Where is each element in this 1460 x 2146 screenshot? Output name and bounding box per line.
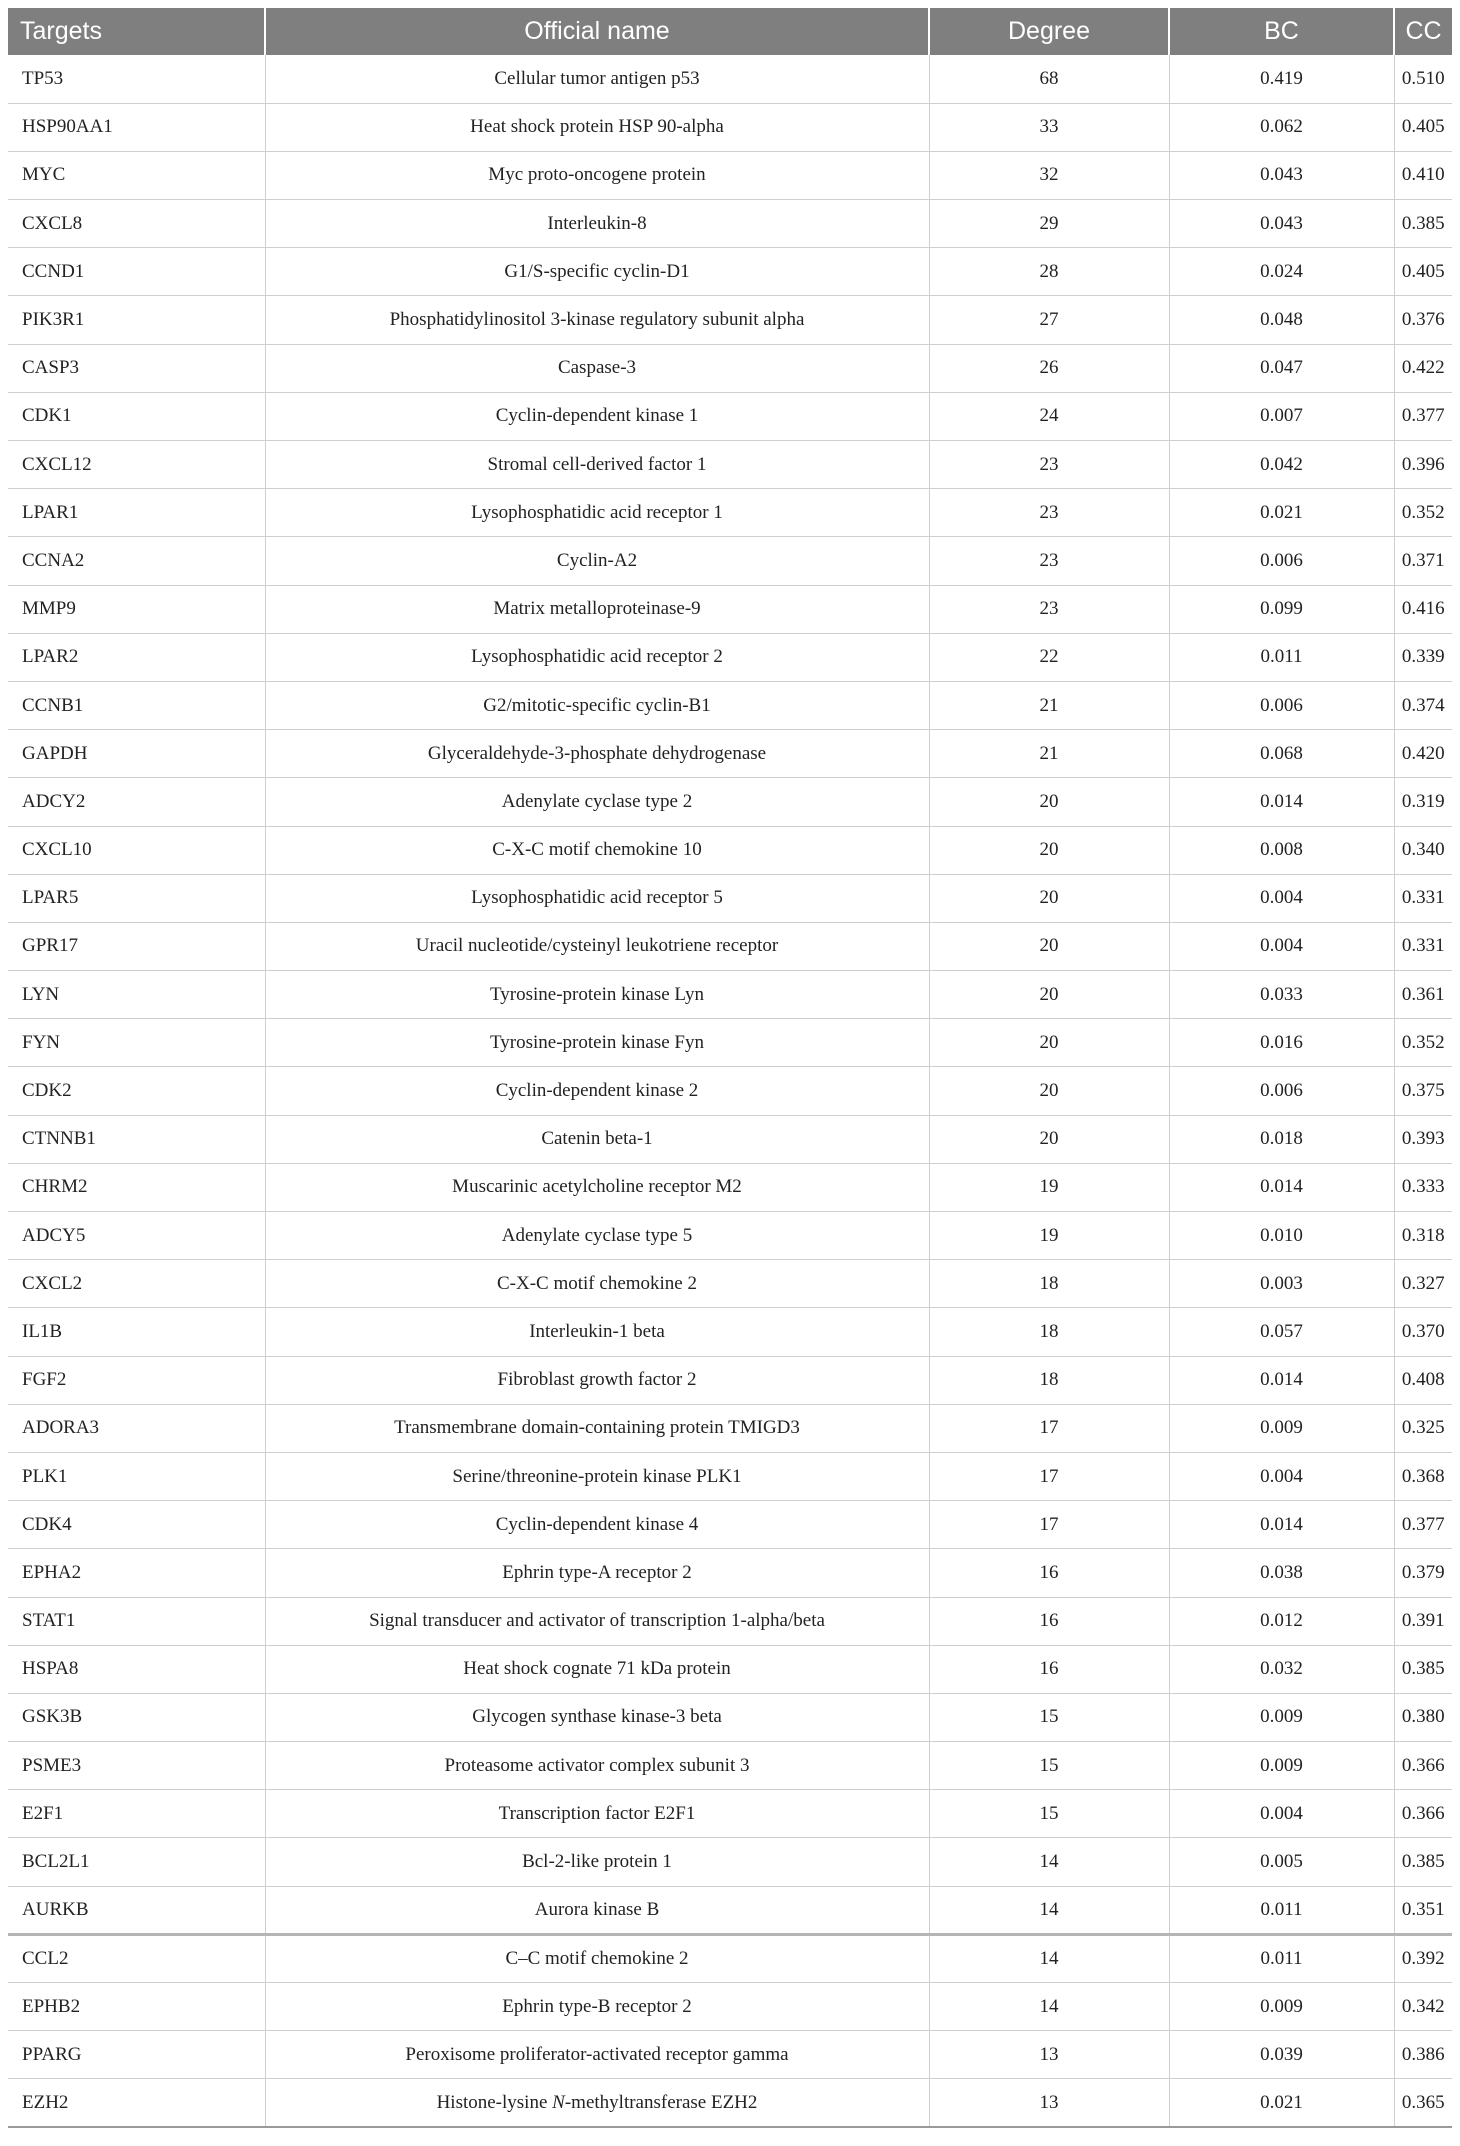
cell-degree: 13 bbox=[929, 2031, 1169, 2079]
cell-target: MMP9 bbox=[8, 585, 265, 633]
cell-degree: 19 bbox=[929, 1163, 1169, 1211]
cell-official-name: C-X-C motif chemokine 2 bbox=[265, 1260, 929, 1308]
table-row bbox=[8, 1163, 1452, 1211]
cell-target: CASP3 bbox=[8, 344, 265, 392]
cell-cc: 0.422 bbox=[1401, 357, 1445, 379]
header-targets: Targets bbox=[8, 8, 265, 55]
header-row bbox=[8, 8, 1452, 55]
cell-degree: 23 bbox=[929, 489, 1169, 537]
cell-degree: 24 bbox=[929, 392, 1169, 440]
cell-official-name: Lysophosphatidic acid receptor 2 bbox=[265, 633, 929, 681]
cell-official-name: Bcl-2-like protein 1 bbox=[265, 1838, 929, 1886]
cell-bc: 0.033 bbox=[1169, 971, 1394, 1019]
cell-target: EPHA2 bbox=[8, 1549, 265, 1597]
cell-target: CXCL10 bbox=[8, 826, 265, 874]
cell-official-name: Ephrin type-A receptor 2 bbox=[265, 1549, 929, 1597]
table-row bbox=[8, 778, 1452, 826]
cell-cc: 0.318 bbox=[1401, 1224, 1445, 1246]
table-row bbox=[8, 1742, 1452, 1790]
cell-official-name: Stromal cell-derived factor 1 bbox=[265, 441, 929, 489]
cell-degree: 13 bbox=[929, 2079, 1169, 2127]
cell-target: PPARG bbox=[8, 2031, 265, 2079]
cell-bc: 0.043 bbox=[1169, 151, 1394, 199]
cell-official-name: Transcription factor E2F1 bbox=[265, 1790, 929, 1838]
cell-target: LPAR5 bbox=[8, 874, 265, 922]
cell-degree: 23 bbox=[929, 441, 1169, 489]
cell-bc: 0.011 bbox=[1169, 1934, 1394, 1982]
table-row bbox=[8, 1983, 1452, 2031]
table-row bbox=[8, 874, 1452, 922]
table-row bbox=[8, 1404, 1452, 1452]
cell-degree: 14 bbox=[929, 1983, 1169, 2031]
cell-target: ADCY5 bbox=[8, 1212, 265, 1260]
cell-degree: 14 bbox=[929, 1838, 1169, 1886]
cell-degree: 20 bbox=[929, 874, 1169, 922]
cell-degree: 16 bbox=[929, 1645, 1169, 1693]
table-row bbox=[8, 1693, 1452, 1741]
cell-official-name: Lysophosphatidic acid receptor 1 bbox=[265, 489, 929, 537]
cell-target: PIK3R1 bbox=[8, 296, 265, 344]
cell-bc: 0.008 bbox=[1169, 826, 1394, 874]
cell-target: MYC bbox=[8, 151, 265, 199]
header-degree: Degree bbox=[929, 8, 1169, 55]
cell-target: ADORA3 bbox=[8, 1404, 265, 1452]
cell-official-name: Heat shock protein HSP 90-alpha bbox=[265, 103, 929, 151]
table-row bbox=[8, 971, 1452, 1019]
table-row bbox=[8, 1212, 1452, 1260]
table-row bbox=[8, 1790, 1452, 1838]
cell-official-name: Tyrosine-protein kinase Lyn bbox=[265, 971, 929, 1019]
cell-cc: 0.366 bbox=[1401, 1754, 1445, 1776]
cell-cc: 0.385 bbox=[1401, 1851, 1445, 1873]
cell-official-name: Interleukin-1 beta bbox=[265, 1308, 929, 1356]
header-official-name: Official name bbox=[265, 8, 929, 55]
cell-official-name: Cyclin-dependent kinase 2 bbox=[265, 1067, 929, 1115]
cell-cc: 0.377 bbox=[1401, 405, 1445, 427]
cell-cc: 0.391 bbox=[1401, 1610, 1445, 1632]
cell-target: E2F1 bbox=[8, 1790, 265, 1838]
cell-bc: 0.009 bbox=[1169, 1693, 1394, 1741]
cell-official-name: Adenylate cyclase type 2 bbox=[265, 778, 929, 826]
cell-degree: 20 bbox=[929, 1115, 1169, 1163]
cell-target: CXCL2 bbox=[8, 1260, 265, 1308]
cell-cc: 0.405 bbox=[1401, 260, 1445, 282]
cell-official-name: Caspase-3 bbox=[265, 344, 929, 392]
cell-cc: 0.385 bbox=[1401, 1658, 1445, 1680]
cell-official-name: Fibroblast growth factor 2 bbox=[265, 1356, 929, 1404]
cell-bc: 0.006 bbox=[1169, 681, 1394, 729]
cell-degree: 29 bbox=[929, 200, 1169, 248]
cell-official-name: Phosphatidylinositol 3-kinase regulatory subunit alpha bbox=[265, 296, 929, 344]
cell-cc: 0.370 bbox=[1401, 1320, 1445, 1342]
table-row bbox=[8, 537, 1452, 585]
cell-degree: 32 bbox=[929, 151, 1169, 199]
cell-official-name: Uracil nucleotide/cysteinyl leukotriene receptor bbox=[265, 922, 929, 970]
cell-target: CCL2 bbox=[8, 1934, 265, 1982]
table-row bbox=[8, 103, 1452, 151]
table-row bbox=[8, 1645, 1452, 1693]
cell-official-name: Interleukin-8 bbox=[265, 200, 929, 248]
cell-bc: 0.003 bbox=[1169, 1260, 1394, 1308]
cell-cc: 0.371 bbox=[1401, 549, 1445, 571]
cell-target: EPHB2 bbox=[8, 1983, 265, 2031]
table-row bbox=[8, 1597, 1452, 1645]
table-row bbox=[8, 730, 1452, 778]
cell-cc: 0.385 bbox=[1401, 212, 1445, 234]
table-row bbox=[8, 1838, 1452, 1886]
header-bc: BC bbox=[1169, 8, 1394, 55]
cell-degree: 14 bbox=[929, 1886, 1169, 1934]
cell-degree: 23 bbox=[929, 585, 1169, 633]
cell-target: FYN bbox=[8, 1019, 265, 1067]
cell-cc: 0.379 bbox=[1401, 1561, 1445, 1583]
cell-bc: 0.006 bbox=[1169, 1067, 1394, 1115]
header-cc: CC bbox=[1394, 8, 1452, 55]
cell-target: PLK1 bbox=[8, 1452, 265, 1500]
cell-official-name: Heat shock cognate 71 kDa protein bbox=[265, 1645, 929, 1693]
cell-target: TP53 bbox=[8, 55, 265, 103]
cell-bc: 0.099 bbox=[1169, 585, 1394, 633]
cell-official-name: G1/S-specific cyclin-D1 bbox=[265, 248, 929, 296]
cell-degree: 21 bbox=[929, 730, 1169, 778]
cell-official-name: Cyclin-A2 bbox=[265, 537, 929, 585]
table-row bbox=[8, 2031, 1452, 2079]
cell-bc: 0.048 bbox=[1169, 296, 1394, 344]
cell-bc: 0.042 bbox=[1169, 441, 1394, 489]
cell-cc: 0.405 bbox=[1401, 116, 1445, 138]
cell-official-name: Cyclin-dependent kinase 1 bbox=[265, 392, 929, 440]
cell-target: CDK2 bbox=[8, 1067, 265, 1115]
cell-official-name: Muscarinic acetylcholine receptor M2 bbox=[265, 1163, 929, 1211]
cell-cc: 0.377 bbox=[1401, 1513, 1445, 1535]
cell-cc: 0.361 bbox=[1401, 983, 1445, 1005]
cell-bc: 0.010 bbox=[1169, 1212, 1394, 1260]
cell-target: EZH2 bbox=[8, 2079, 265, 2127]
cell-target: CDK4 bbox=[8, 1501, 265, 1549]
cell-bc: 0.021 bbox=[1169, 2079, 1394, 2127]
cell-degree: 16 bbox=[929, 1549, 1169, 1597]
cell-degree: 68 bbox=[929, 55, 1169, 103]
cell-degree: 20 bbox=[929, 1067, 1169, 1115]
cell-degree: 15 bbox=[929, 1790, 1169, 1838]
cell-official-name: Proteasome activator complex subunit 3 bbox=[265, 1742, 929, 1790]
table-row bbox=[8, 441, 1452, 489]
cell-cc: 0.392 bbox=[1401, 1947, 1445, 1969]
cell-bc: 0.004 bbox=[1169, 1790, 1394, 1838]
cell-bc: 0.038 bbox=[1169, 1549, 1394, 1597]
cell-degree: 22 bbox=[929, 633, 1169, 681]
cell-degree: 16 bbox=[929, 1597, 1169, 1645]
cell-bc: 0.014 bbox=[1169, 778, 1394, 826]
cell-cc: 0.352 bbox=[1401, 501, 1445, 523]
table-header bbox=[8, 8, 1452, 55]
cell-target: CDK1 bbox=[8, 392, 265, 440]
cell-target: CTNNB1 bbox=[8, 1115, 265, 1163]
table-row bbox=[8, 296, 1452, 344]
cell-cc: 0.342 bbox=[1401, 1995, 1445, 2017]
cell-target: CCNA2 bbox=[8, 537, 265, 585]
cell-cc: 0.366 bbox=[1401, 1802, 1445, 1824]
cell-official-name: Transmembrane domain-containing protein TMIGD3 bbox=[265, 1404, 929, 1452]
table-row bbox=[8, 1356, 1452, 1404]
table-row bbox=[8, 1115, 1452, 1163]
cell-cc: 0.396 bbox=[1401, 453, 1445, 475]
cell-cc: 0.374 bbox=[1401, 694, 1445, 716]
cell-bc: 0.006 bbox=[1169, 537, 1394, 585]
cell-target: LPAR2 bbox=[8, 633, 265, 681]
cell-degree: 20 bbox=[929, 778, 1169, 826]
cell-degree: 17 bbox=[929, 1501, 1169, 1549]
cell-degree: 26 bbox=[929, 344, 1169, 392]
cell-bc: 0.005 bbox=[1169, 1838, 1394, 1886]
table-row bbox=[8, 344, 1452, 392]
cell-cc: 0.408 bbox=[1401, 1369, 1445, 1391]
cell-official-name: Aurora kinase B bbox=[265, 1886, 929, 1934]
cell-bc: 0.011 bbox=[1169, 633, 1394, 681]
cell-bc: 0.068 bbox=[1169, 730, 1394, 778]
cell-target: HSPA8 bbox=[8, 1645, 265, 1693]
cell-bc: 0.011 bbox=[1169, 1886, 1394, 1934]
cell-target: FGF2 bbox=[8, 1356, 265, 1404]
cell-target: BCL2L1 bbox=[8, 1838, 265, 1886]
cell-bc: 0.032 bbox=[1169, 1645, 1394, 1693]
cell-target: LPAR1 bbox=[8, 489, 265, 537]
cell-degree: 21 bbox=[929, 681, 1169, 729]
cell-official-name: Myc proto-oncogene protein bbox=[265, 151, 929, 199]
table-row bbox=[8, 1501, 1452, 1549]
table-row bbox=[8, 1934, 1452, 1982]
cell-target: GAPDH bbox=[8, 730, 265, 778]
cell-cc: 0.331 bbox=[1401, 887, 1445, 909]
cell-official-name: Cyclin-dependent kinase 4 bbox=[265, 1501, 929, 1549]
cell-bc: 0.004 bbox=[1169, 922, 1394, 970]
cell-target: CCNB1 bbox=[8, 681, 265, 729]
cell-bc: 0.012 bbox=[1169, 1597, 1394, 1645]
cell-cc: 0.339 bbox=[1401, 646, 1445, 668]
cell-degree: 19 bbox=[929, 1212, 1169, 1260]
cell-target: CCND1 bbox=[8, 248, 265, 296]
cell-official-name: Glyceraldehyde-3-phosphate dehydrogenase bbox=[265, 730, 929, 778]
cell-degree: 14 bbox=[929, 1934, 1169, 1982]
cell-cc: 0.368 bbox=[1401, 1465, 1445, 1487]
table-row bbox=[8, 2079, 1452, 2127]
cell-target: GSK3B bbox=[8, 1693, 265, 1741]
cell-cc: 0.386 bbox=[1401, 2043, 1445, 2065]
table-row bbox=[8, 922, 1452, 970]
cell-target: STAT1 bbox=[8, 1597, 265, 1645]
cell-target: HSP90AA1 bbox=[8, 103, 265, 151]
cell-target: ADCY2 bbox=[8, 778, 265, 826]
cell-target: CHRM2 bbox=[8, 1163, 265, 1211]
cell-bc: 0.018 bbox=[1169, 1115, 1394, 1163]
cell-cc: 0.327 bbox=[1401, 1272, 1445, 1294]
cell-official-name: Glycogen synthase kinase-3 beta bbox=[265, 1693, 929, 1741]
cell-cc: 0.325 bbox=[1401, 1417, 1445, 1439]
cell-bc: 0.007 bbox=[1169, 392, 1394, 440]
cell-cc: 0.331 bbox=[1401, 935, 1445, 957]
cell-bc: 0.014 bbox=[1169, 1501, 1394, 1549]
cell-degree: 17 bbox=[929, 1452, 1169, 1500]
cell-target: GPR17 bbox=[8, 922, 265, 970]
cell-official-name: Matrix metalloproteinase-9 bbox=[265, 585, 929, 633]
cell-cc: 0.410 bbox=[1401, 164, 1445, 186]
cell-official-name: Serine/threonine-protein kinase PLK1 bbox=[265, 1452, 929, 1500]
cell-target: PSME3 bbox=[8, 1742, 265, 1790]
cell-cc: 0.340 bbox=[1401, 839, 1445, 861]
cell-official-name: Adenylate cyclase type 5 bbox=[265, 1212, 929, 1260]
cell-degree: 20 bbox=[929, 1019, 1169, 1067]
cell-official-name: Peroxisome proliferator-activated receptor gamma bbox=[265, 2031, 929, 2079]
cell-cc: 0.319 bbox=[1401, 790, 1445, 812]
cell-official-name: C–C motif chemokine 2 bbox=[265, 1934, 929, 1982]
cell-degree: 15 bbox=[929, 1693, 1169, 1741]
cell-bc: 0.419 bbox=[1169, 55, 1394, 103]
cell-cc: 0.380 bbox=[1401, 1706, 1445, 1728]
cell-cc: 0.420 bbox=[1401, 742, 1445, 764]
cell-bc: 0.009 bbox=[1169, 1404, 1394, 1452]
cell-degree: 18 bbox=[929, 1260, 1169, 1308]
cell-cc: 0.375 bbox=[1401, 1080, 1445, 1102]
table-row bbox=[8, 1067, 1452, 1115]
cell-degree: 27 bbox=[929, 296, 1169, 344]
cell-bc: 0.009 bbox=[1169, 1983, 1394, 2031]
cell-target: LYN bbox=[8, 971, 265, 1019]
cell-degree: 17 bbox=[929, 1404, 1169, 1452]
table-row bbox=[8, 200, 1452, 248]
table-row bbox=[8, 151, 1452, 199]
cell-bc: 0.057 bbox=[1169, 1308, 1394, 1356]
cell-target: CXCL8 bbox=[8, 200, 265, 248]
table-row bbox=[8, 248, 1452, 296]
cell-bc: 0.024 bbox=[1169, 248, 1394, 296]
cell-bc: 0.043 bbox=[1169, 200, 1394, 248]
cell-target: AURKB bbox=[8, 1886, 265, 1934]
table-row bbox=[8, 1019, 1452, 1067]
targets-table bbox=[8, 8, 1452, 2128]
cell-cc: 0.393 bbox=[1401, 1128, 1445, 1150]
table-row bbox=[8, 585, 1452, 633]
cell-target: IL1B bbox=[8, 1308, 265, 1356]
table-row bbox=[8, 826, 1452, 874]
cell-bc: 0.039 bbox=[1169, 2031, 1394, 2079]
cell-bc: 0.014 bbox=[1169, 1163, 1394, 1211]
table-body bbox=[8, 55, 1452, 2127]
cell-degree: 18 bbox=[929, 1308, 1169, 1356]
cell-degree: 20 bbox=[929, 826, 1169, 874]
cell-target: CXCL12 bbox=[8, 441, 265, 489]
table-row bbox=[8, 633, 1452, 681]
cell-degree: 23 bbox=[929, 537, 1169, 585]
cell-cc: 0.351 bbox=[1401, 1898, 1445, 1920]
cell-bc: 0.021 bbox=[1169, 489, 1394, 537]
cell-degree: 28 bbox=[929, 248, 1169, 296]
cell-degree: 20 bbox=[929, 922, 1169, 970]
table-row bbox=[8, 1260, 1452, 1308]
cell-degree: 18 bbox=[929, 1356, 1169, 1404]
cell-cc: 0.333 bbox=[1401, 1176, 1445, 1198]
cell-cc: 0.352 bbox=[1401, 1031, 1445, 1053]
cell-official-name: G2/mitotic-specific cyclin-B1 bbox=[265, 681, 929, 729]
cell-bc: 0.047 bbox=[1169, 344, 1394, 392]
cell-bc: 0.004 bbox=[1169, 874, 1394, 922]
cell-degree: 20 bbox=[929, 971, 1169, 1019]
table-row bbox=[8, 1549, 1452, 1597]
table-row bbox=[8, 1886, 1452, 1934]
cell-cc: 0.376 bbox=[1401, 309, 1445, 331]
table-row bbox=[8, 392, 1452, 440]
cell-official-name: Signal transducer and activator of transcription 1-alpha/beta bbox=[265, 1597, 929, 1645]
table-row bbox=[8, 1308, 1452, 1356]
targets-table-container bbox=[8, 8, 1452, 2128]
cell-cc: 0.510 bbox=[1401, 67, 1445, 89]
cell-official-name: C-X-C motif chemokine 10 bbox=[265, 826, 929, 874]
cell-degree: 33 bbox=[929, 103, 1169, 151]
cell-bc: 0.009 bbox=[1169, 1742, 1394, 1790]
cell-cc: 0.416 bbox=[1401, 598, 1445, 620]
cell-bc: 0.016 bbox=[1169, 1019, 1394, 1067]
cell-bc: 0.062 bbox=[1169, 103, 1394, 151]
cell-official-name: Lysophosphatidic acid receptor 5 bbox=[265, 874, 929, 922]
cell-official-name: Cellular tumor antigen p53 bbox=[265, 55, 929, 103]
cell-official-name: Catenin beta-1 bbox=[265, 1115, 929, 1163]
table-row bbox=[8, 489, 1452, 537]
cell-official-name: Tyrosine-protein kinase Fyn bbox=[265, 1019, 929, 1067]
cell-official-name: Ephrin type-B receptor 2 bbox=[265, 1983, 929, 2031]
table-row bbox=[8, 1452, 1452, 1500]
cell-bc: 0.014 bbox=[1169, 1356, 1394, 1404]
table-row bbox=[8, 681, 1452, 729]
cell-cc: 0.365 bbox=[1401, 2091, 1445, 2113]
cell-bc: 0.004 bbox=[1169, 1452, 1394, 1500]
cell-official-name: Histone-lysine N-methyltransferase EZH2 bbox=[265, 2079, 929, 2127]
cell-degree: 15 bbox=[929, 1742, 1169, 1790]
table-row bbox=[8, 55, 1452, 103]
